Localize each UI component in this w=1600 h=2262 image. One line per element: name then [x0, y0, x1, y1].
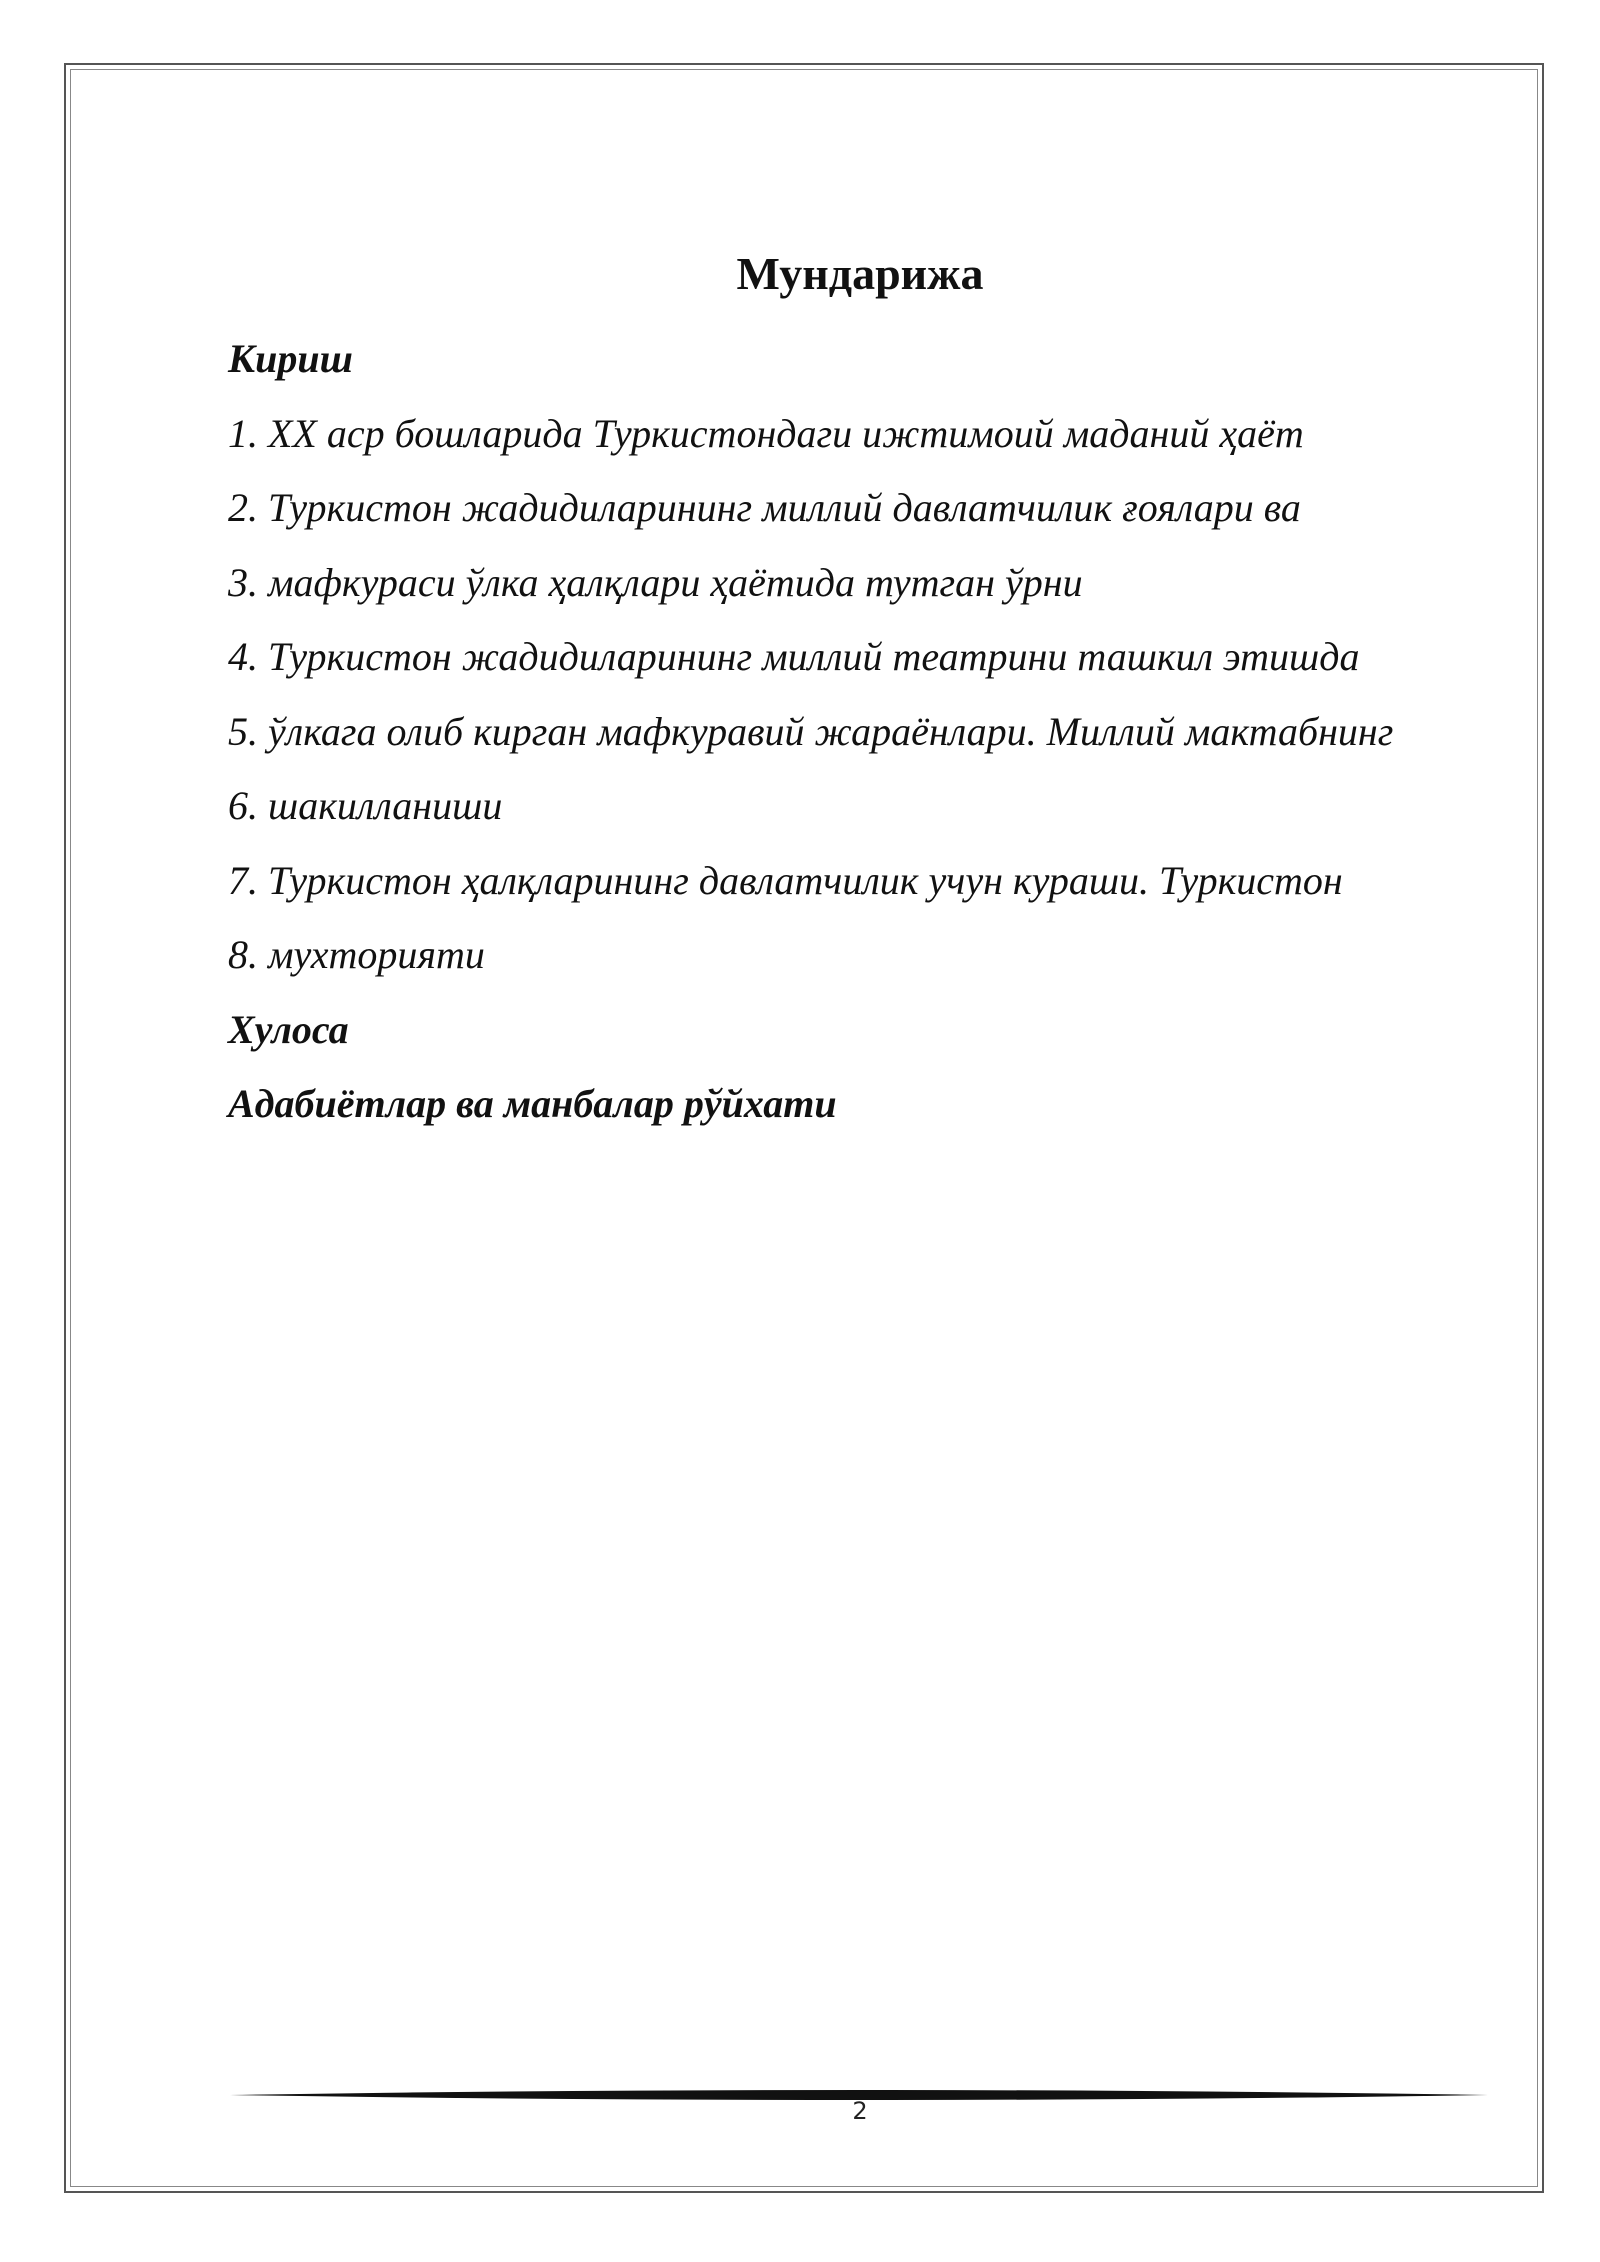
toc-item-number: 5. [228, 708, 258, 754]
toc-item-number: 1. [228, 410, 258, 456]
toc-item [228, 701, 1528, 776]
toc-item-text: XX аср бошларида Туркистондаги ижтимоий маданий ҳаёт [268, 410, 1304, 456]
page-number: 2 [852, 2097, 868, 2125]
toc-item-text: Туркистон жадидиларининг миллий давлатчилик ғоялари ва [268, 485, 1301, 530]
toc-item-text: шакилланиши [268, 783, 503, 828]
toc-item-number: 6. [228, 783, 258, 828]
toc-item [228, 477, 1528, 552]
toc-references: Адабиётлар ва манбалар рўйхати [228, 1081, 837, 1126]
toc-item [228, 403, 1528, 478]
toc-conclusion: Хулоса [228, 1006, 349, 1052]
toc-item [228, 552, 1528, 627]
toc-item-text: Туркистон ҳалқларининг давлатчилик учун кураши. Туркистон [268, 857, 1343, 903]
toc-item-text: мухторияти [268, 932, 485, 977]
toc-item-number: 7. [228, 857, 258, 903]
toc-item [228, 626, 1528, 701]
toc-item-number: 3. [228, 559, 258, 605]
toc-item [228, 924, 1528, 999]
toc-item-number: 8. [228, 932, 258, 977]
toc-item-text: мафкураси ўлка ҳалқлари ҳаётида тутган ўрни [268, 559, 1083, 605]
toc-item [228, 850, 1528, 925]
toc-item-text: ўлкага олиб кирган мафкуравий жараёнлари. Миллий мактабнинг [268, 708, 1394, 754]
toc-intro: Кириш [228, 336, 353, 381]
toc-title: Мундарижа [736, 248, 984, 299]
table-of-contents [228, 328, 1528, 1148]
toc-item-number: 4. [228, 634, 258, 679]
toc-item-number: 2. [228, 485, 258, 530]
toc-item-text: Туркистон жадидиларининг миллий театрини ташкил этишда [268, 634, 1360, 679]
toc-item [228, 775, 1528, 850]
